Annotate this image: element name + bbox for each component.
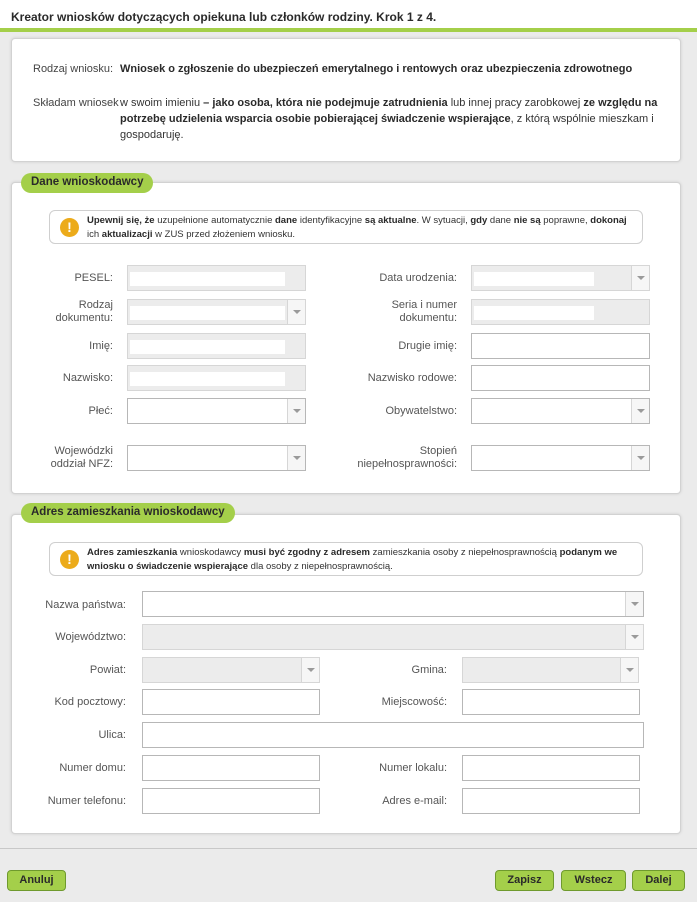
second-name-field[interactable] bbox=[471, 333, 650, 359]
disability-degree-select[interactable] bbox=[471, 445, 650, 471]
citizenship-label: Obywatelstwo: bbox=[385, 405, 457, 417]
first-name-field[interactable] bbox=[127, 333, 306, 359]
applicant-notice bbox=[49, 210, 643, 244]
phone-label: Numer telefonu: bbox=[47, 795, 126, 807]
house-number-field[interactable] bbox=[142, 755, 320, 781]
footer-divider bbox=[0, 848, 697, 849]
pesel-label: PESEL: bbox=[74, 272, 113, 284]
country-label: Nazwa państwa: bbox=[45, 599, 126, 611]
submit-mode-label: Składam wniosek bbox=[33, 97, 119, 109]
document-type-label: Rodzaj dokumentu: bbox=[55, 299, 113, 324]
address-section-legend: Adres zamieszkania wnioskodawcy bbox=[21, 503, 235, 523]
birth-date-field[interactable] bbox=[471, 265, 650, 291]
document-number-label: Seria i numer dokumentu: bbox=[391, 299, 457, 324]
last-name-label: Nazwisko: bbox=[62, 372, 113, 384]
last-name-field[interactable] bbox=[127, 365, 306, 391]
city-field[interactable] bbox=[462, 689, 640, 715]
family-name-label: Nazwisko rodowe: bbox=[367, 372, 457, 384]
chevron-down-icon[interactable] bbox=[287, 399, 305, 423]
commune-label: Gmina: bbox=[411, 664, 447, 676]
submit-mode-value: w swoim imieniu – jako osoba, która nie podejmuje zatrudnienia lub innej pracy zarobkowej ze względu na potrzebę udzielenia wsparcia osobie pobierającej świadczenie wspierające, z którą wspólnie mieszkam i gospodaruję. bbox=[120, 97, 658, 141]
flat-number-label: Numer lokalu: bbox=[379, 762, 447, 774]
address-notice bbox=[49, 542, 643, 576]
application-type-value: Wniosek o zgłoszenie do ubezpieczeń emerytalnego i rentowych oraz ubezpieczenia zdrowotnego bbox=[120, 63, 633, 75]
house-number-label: Numer domu: bbox=[59, 762, 126, 774]
applicant-notice-text: Upewnij się, że uzupełnione automatycznie dane identyfikacyjne są aktualne. W sytuacji, gdy dane nie są poprawne, dokonaj ich aktualizacji w ZUS przed złożeniem wniosku. bbox=[87, 215, 627, 240]
nfz-branch-label: Wojewódzki oddział NFZ: bbox=[50, 445, 113, 470]
sex-select[interactable] bbox=[127, 398, 306, 424]
second-name-label: Drugie imię: bbox=[398, 340, 457, 352]
voivodeship-select[interactable] bbox=[142, 624, 644, 650]
back-button[interactable]: Wstecz bbox=[561, 870, 626, 891]
cancel-button[interactable]: Anuluj bbox=[7, 870, 66, 891]
city-label: Miejscowość: bbox=[381, 696, 447, 708]
street-field[interactable] bbox=[142, 722, 644, 748]
chevron-down-icon[interactable] bbox=[287, 446, 305, 470]
birth-date-label: Data urodzenia: bbox=[379, 272, 457, 284]
family-name-field[interactable] bbox=[471, 365, 650, 391]
citizenship-select[interactable] bbox=[471, 398, 650, 424]
street-label: Ulica: bbox=[98, 729, 126, 741]
email-label: Adres e-mail: bbox=[382, 795, 447, 807]
nfz-branch-select[interactable] bbox=[127, 445, 306, 471]
save-button[interactable]: Zapisz bbox=[495, 870, 554, 891]
applicant-data-panel bbox=[11, 182, 681, 494]
voivodeship-label: Województwo: bbox=[55, 631, 126, 643]
address-notice-text: Adres zamieszkania wnioskodawcy musi być zgodny z adresem zamieszkania osoby z niepełnosprawnością podanym we wniosku o świadczenie wspierające dla osoby z niepełnosprawnością. bbox=[87, 547, 618, 572]
wizard-header bbox=[0, 0, 697, 32]
warning-icon: ! bbox=[60, 550, 79, 569]
applicant-section-legend: Dane wnioskodawcy bbox=[21, 173, 153, 193]
application-info-panel bbox=[11, 38, 681, 162]
county-label: Powiat: bbox=[89, 664, 126, 676]
postal-code-field[interactable] bbox=[142, 689, 320, 715]
document-type-select[interactable] bbox=[127, 299, 306, 325]
county-select[interactable] bbox=[142, 657, 320, 683]
chevron-down-icon[interactable] bbox=[631, 446, 649, 470]
applicant-address-panel bbox=[11, 514, 681, 834]
application-type-label: Rodzaj wniosku: bbox=[33, 63, 114, 75]
email-field[interactable] bbox=[462, 788, 640, 814]
chevron-down-icon[interactable] bbox=[631, 266, 649, 290]
sex-label: Płeć: bbox=[88, 405, 113, 417]
country-select[interactable] bbox=[142, 591, 644, 617]
chevron-down-icon[interactable] bbox=[625, 625, 643, 649]
phone-field[interactable] bbox=[142, 788, 320, 814]
chevron-down-icon[interactable] bbox=[620, 658, 638, 682]
chevron-down-icon[interactable] bbox=[287, 300, 305, 324]
chevron-down-icon[interactable] bbox=[625, 592, 643, 616]
document-number-field[interactable] bbox=[471, 299, 650, 325]
first-name-label: Imię: bbox=[89, 340, 113, 352]
postal-code-label: Kod pocztowy: bbox=[54, 696, 126, 708]
pesel-field[interactable] bbox=[127, 265, 306, 291]
flat-number-field[interactable] bbox=[462, 755, 640, 781]
warning-icon: ! bbox=[60, 218, 79, 237]
chevron-down-icon[interactable] bbox=[631, 399, 649, 423]
wizard-title: Kreator wniosków dotyczących opiekuna lub członków rodziny. Krok 1 z 4. bbox=[11, 10, 437, 24]
commune-select[interactable] bbox=[462, 657, 639, 683]
next-button[interactable]: Dalej bbox=[632, 870, 685, 891]
disability-degree-label: Stopień niepełnosprawności: bbox=[357, 445, 457, 470]
